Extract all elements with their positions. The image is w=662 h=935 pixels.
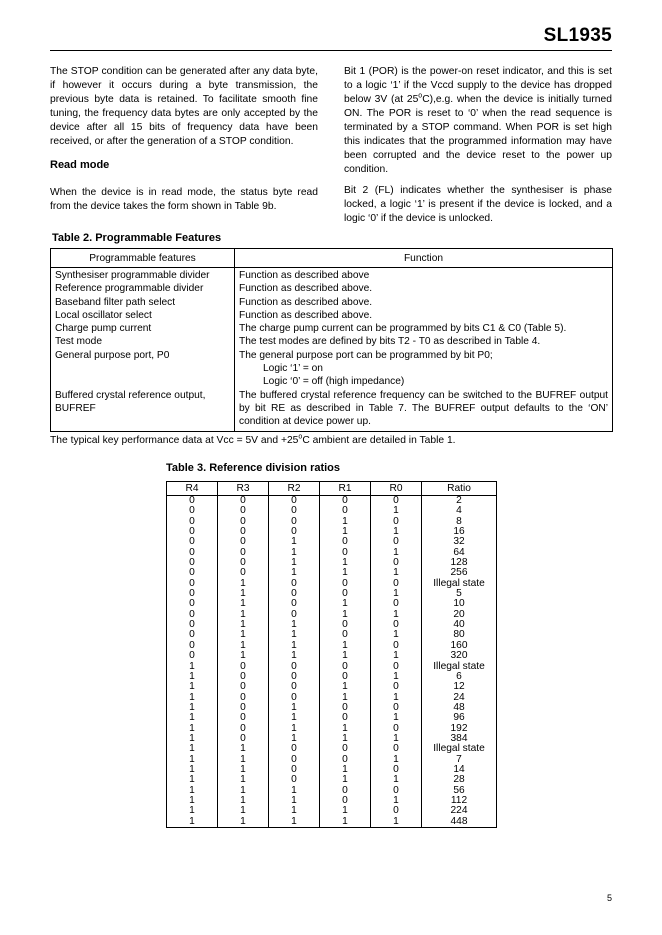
table3-cell-r4: 1 bbox=[189, 670, 195, 682]
table3-cell-r3: 0 bbox=[240, 681, 246, 693]
table3-cell-r1: 1 bbox=[342, 650, 348, 662]
table3-cell-r3: 0 bbox=[240, 712, 246, 724]
table3-cell-r3: 0 bbox=[240, 536, 246, 548]
table3-cell-r1: 0 bbox=[342, 660, 348, 672]
function-item: Logic ‘1’ = on bbox=[263, 363, 323, 375]
table3-cell-r2: 1 bbox=[291, 805, 297, 817]
table3-cell-r3: 1 bbox=[240, 608, 246, 620]
table3-cell-r3: 0 bbox=[240, 732, 246, 744]
table3-cell-r0: 1 bbox=[393, 815, 399, 827]
table3-cell-r1: 1 bbox=[342, 774, 348, 786]
table3-cell-r4: 0 bbox=[189, 639, 195, 651]
table3-cell-r0: 1 bbox=[393, 732, 399, 744]
table3-cell-r1: 0 bbox=[342, 712, 348, 724]
table3-cell-ratio: 10 bbox=[453, 598, 465, 610]
table3-cell-r0: 0 bbox=[393, 763, 399, 775]
table3-cell-r0: 1 bbox=[393, 608, 399, 620]
feature-item: Reference programmable divider bbox=[55, 283, 204, 295]
table3-cell-ratio: 32 bbox=[453, 536, 465, 548]
table3-cell-ratio: 7 bbox=[456, 753, 462, 765]
left-paragraph-read-mode: When the device is in read mode, the status byte read from the device takes the form shown in Table 9b. bbox=[50, 187, 318, 212]
table3-column-r0 bbox=[371, 496, 422, 828]
table3-cell-r3: 0 bbox=[240, 691, 246, 703]
feature-item: General purpose port, P0 bbox=[55, 349, 170, 361]
table2-body-row bbox=[51, 268, 613, 432]
table3-cell-r3: 1 bbox=[240, 577, 246, 589]
degree-superscript: o bbox=[298, 433, 303, 441]
table3-cell-r4: 1 bbox=[189, 774, 195, 786]
table2-functions-cell bbox=[235, 268, 613, 432]
function-item: Logic ‘0’ = off (high impedance) bbox=[263, 376, 405, 388]
table3-cell-r4: 1 bbox=[189, 794, 195, 806]
table3-cell-r2: 0 bbox=[291, 681, 297, 693]
table3-cell-r2: 0 bbox=[291, 753, 297, 765]
table3-cell-ratio: 112 bbox=[450, 794, 468, 806]
table3-cell-r4: 0 bbox=[189, 557, 195, 569]
programmable-features-table bbox=[50, 248, 613, 432]
table3-cell-r2: 1 bbox=[291, 712, 297, 724]
table3-cell-r1: 1 bbox=[342, 722, 348, 734]
table2-header-features: Programmable features bbox=[51, 249, 235, 268]
table3-cell-ratio: 14 bbox=[453, 763, 465, 775]
table3-cell-r2: 1 bbox=[291, 619, 297, 631]
table3-cell-r3: 0 bbox=[240, 670, 246, 682]
function-item: The test modes are defined by bits T2 - T0 as described in Table 4. bbox=[239, 336, 541, 348]
table3-cell-r1: 0 bbox=[342, 701, 348, 713]
feature-item: Synthesiser programmable divider bbox=[55, 270, 210, 281]
table3-caption: Table 3. Reference division ratios bbox=[166, 462, 341, 474]
table3-cell-r4: 0 bbox=[189, 577, 195, 589]
table3-cell-r1: 0 bbox=[342, 670, 348, 682]
table3-cell-r2: 0 bbox=[291, 495, 297, 506]
table3-cell-r0: 0 bbox=[393, 743, 399, 755]
table3-cell-r4: 0 bbox=[189, 598, 195, 610]
left-paragraph-stop-condition: The STOP condition can be generated after any data byte, if however it occurs during a byte transmission, the previous byte data is retained. To facilitate smooth fine tuning, the frequency data bytes are only accepted by the device after all 15 bits of frequency data have been received, or after the generation of a STOP condition. bbox=[50, 66, 318, 147]
table3-cell-r2: 1 bbox=[291, 784, 297, 796]
table3-cell-r3: 0 bbox=[240, 557, 246, 569]
table3-cell-r3: 1 bbox=[240, 639, 246, 651]
por-text-a: Bit 1 (POR) is the power-on reset indicator, and this is set to a logic ‘1’ if the Vccd supply to the device has dropped below 3V (at 25 bbox=[344, 66, 612, 105]
table3-cell-r4: 1 bbox=[189, 815, 195, 827]
table3-cell-r3: 1 bbox=[240, 794, 246, 806]
table3-cell-r4: 0 bbox=[189, 650, 195, 662]
table3-cell-r4: 1 bbox=[189, 701, 195, 713]
function-item: Function as described above. bbox=[239, 283, 373, 295]
reference-division-ratios-table bbox=[166, 481, 497, 828]
table3-column-ratio bbox=[422, 496, 497, 828]
table3-cell-r0: 0 bbox=[393, 598, 399, 610]
table3-cell-r0: 0 bbox=[393, 619, 399, 631]
table3-cell-r3: 0 bbox=[240, 526, 246, 538]
table3-cell-r0: 0 bbox=[393, 701, 399, 713]
table3-cell-r0: 0 bbox=[393, 722, 399, 734]
table3-cell-r1: 0 bbox=[342, 495, 348, 506]
table3-cell-r1: 1 bbox=[342, 608, 348, 620]
table3-cell-r4: 1 bbox=[189, 743, 195, 755]
table3-cell-r3: 1 bbox=[240, 650, 246, 662]
function-item: Function as described above. bbox=[239, 296, 373, 308]
table3-cell-r0: 1 bbox=[393, 753, 399, 765]
table3-cell-r3: 0 bbox=[240, 495, 246, 506]
table3-cell-r0: 1 bbox=[393, 629, 399, 641]
table3-cell-r2: 0 bbox=[291, 660, 297, 672]
table3-cell-r2: 1 bbox=[291, 639, 297, 651]
table3-cell-ratio: 28 bbox=[453, 774, 465, 786]
table3-cell-ratio: Illegal state bbox=[433, 743, 485, 755]
table3-column-r4 bbox=[167, 496, 218, 828]
table3-cell-r3: 0 bbox=[240, 567, 246, 579]
table3-cell-r1: 1 bbox=[342, 557, 348, 569]
degree-superscript: o bbox=[418, 92, 423, 100]
table3-cell-r0: 1 bbox=[393, 712, 399, 724]
table3-cell-r2: 0 bbox=[291, 515, 297, 527]
performance-note-b: C ambient are detailed in Table 1. bbox=[302, 435, 456, 446]
table3-cell-r2: 0 bbox=[291, 526, 297, 538]
table3-cell-r0: 1 bbox=[393, 546, 399, 558]
table3-cell-r0: 1 bbox=[393, 670, 399, 682]
table3-cell-r4: 0 bbox=[189, 608, 195, 620]
table3-cell-r0: 1 bbox=[393, 691, 399, 703]
table3-cell-ratio: 40 bbox=[453, 619, 465, 631]
table3-cell-r0: 0 bbox=[393, 639, 399, 651]
table2-features-cell bbox=[51, 268, 235, 432]
read-mode-heading: Read mode bbox=[50, 159, 110, 171]
table3-cell-r4: 1 bbox=[189, 753, 195, 765]
feature-spacer bbox=[55, 362, 230, 389]
table3-cell-r1: 1 bbox=[342, 763, 348, 775]
table3-cell-r1: 1 bbox=[342, 639, 348, 651]
table3-cell-r1: 1 bbox=[342, 515, 348, 527]
table3-cell-ratio: 20 bbox=[453, 608, 465, 620]
table3-cell-r3: 1 bbox=[240, 588, 246, 600]
table3-cell-r3: 1 bbox=[240, 598, 246, 610]
table3-cell-ratio: 16 bbox=[453, 526, 465, 538]
table3-header-r1: R1 bbox=[320, 482, 371, 496]
table3-cell-r2: 0 bbox=[291, 505, 297, 517]
table3-cell-r2: 0 bbox=[291, 598, 297, 610]
table3-cell-r4: 0 bbox=[189, 526, 195, 538]
table3-cell-r0: 1 bbox=[393, 774, 399, 786]
right-paragraph-fl: Bit 2 (FL) indicates whether the synthesiser is phase locked, a logic ‘1’ is present if the device is locked, and a logic ‘0’ if the device is unlocked. bbox=[344, 185, 612, 224]
performance-note bbox=[50, 435, 456, 446]
table3-cell-ratio: 320 bbox=[450, 650, 468, 662]
table3-cell-ratio: 48 bbox=[453, 701, 465, 713]
table3-column-r1 bbox=[320, 496, 371, 828]
table3-cell-ratio: 8 bbox=[456, 515, 462, 527]
table3-cell-r4: 0 bbox=[189, 505, 195, 517]
table2-caption: Table 2. Programmable Features bbox=[52, 232, 222, 244]
table3-cell-r4: 0 bbox=[189, 536, 195, 548]
table2-header-function: Function bbox=[235, 249, 613, 268]
table3-cell-r1: 1 bbox=[342, 598, 348, 610]
table3-cell-ratio: 384 bbox=[450, 732, 468, 744]
table3-cell-r0: 0 bbox=[393, 495, 399, 506]
table3-cell-r2: 0 bbox=[291, 743, 297, 755]
table3-header-r3: R3 bbox=[218, 482, 269, 496]
table3-cell-r4: 1 bbox=[189, 805, 195, 817]
table3-cell-ratio: 5 bbox=[456, 588, 462, 600]
table3-cell-r2: 0 bbox=[291, 670, 297, 682]
table3-cell-ratio: 128 bbox=[450, 557, 468, 569]
right-paragraph-por bbox=[344, 65, 612, 177]
table3-cell-r1: 0 bbox=[342, 505, 348, 517]
table3-cell-r2: 0 bbox=[291, 608, 297, 620]
table3-cell-r0: 0 bbox=[393, 784, 399, 796]
table3-cell-r1: 0 bbox=[342, 588, 348, 600]
function-item: Function as described above bbox=[239, 270, 370, 281]
table3-cell-r1: 0 bbox=[342, 794, 348, 806]
table3-cell-r2: 1 bbox=[291, 650, 297, 662]
table3-cell-r3: 1 bbox=[240, 629, 246, 641]
table3-cell-r4: 0 bbox=[189, 619, 195, 631]
table3-cell-r2: 0 bbox=[291, 763, 297, 775]
table3-header-r2: R2 bbox=[269, 482, 320, 496]
table3-cell-r2: 1 bbox=[291, 815, 297, 827]
table3-cell-r1: 0 bbox=[342, 536, 348, 548]
table3-cell-r3: 1 bbox=[240, 619, 246, 631]
table3-cell-r0: 0 bbox=[393, 577, 399, 589]
table3-cell-r0: 1 bbox=[393, 526, 399, 538]
table3-cell-r0: 0 bbox=[393, 557, 399, 569]
table3-cell-r4: 0 bbox=[189, 629, 195, 641]
performance-note-a: The typical key performance data at Vcc = 5V and +25 bbox=[50, 435, 299, 446]
table3-cell-r1: 1 bbox=[342, 526, 348, 538]
table3-column-r3 bbox=[218, 496, 269, 828]
table3-cell-r0: 0 bbox=[393, 515, 399, 527]
table3-header-row bbox=[167, 482, 497, 496]
table3-header-r0: R0 bbox=[371, 482, 422, 496]
table3-cell-r2: 0 bbox=[291, 588, 297, 600]
table3-cell-r4: 1 bbox=[189, 722, 195, 734]
table3-cell-r3: 1 bbox=[240, 774, 246, 786]
table3-cell-r4: 1 bbox=[189, 784, 195, 796]
table3-cell-r3: 0 bbox=[240, 505, 246, 517]
table3-cell-r1: 0 bbox=[342, 629, 348, 641]
table3-cell-r1: 0 bbox=[342, 753, 348, 765]
table3-cell-r4: 1 bbox=[189, 732, 195, 744]
feature-item: Buffered crystal reference output, BUFREF bbox=[55, 389, 206, 414]
table3-cell-ratio: 6 bbox=[456, 670, 462, 682]
table3-cell-r2: 1 bbox=[291, 567, 297, 579]
table3-body-row bbox=[167, 496, 497, 828]
feature-item: Local oscillator select bbox=[55, 309, 152, 321]
table3-cell-ratio: 80 bbox=[453, 629, 465, 641]
table3-cell-ratio: 24 bbox=[453, 691, 465, 703]
table2-header-row bbox=[51, 249, 613, 268]
table3-cell-ratio: Illegal state bbox=[433, 577, 485, 589]
table3-cell-r0: 1 bbox=[393, 588, 399, 600]
table3-cell-r4: 1 bbox=[189, 763, 195, 775]
table3-cell-ratio: Illegal state bbox=[433, 660, 485, 672]
table3-cell-r4: 0 bbox=[189, 567, 195, 579]
table3-cell-r4: 0 bbox=[189, 495, 195, 506]
table3-cell-ratio: 256 bbox=[450, 567, 468, 579]
table3-cell-r0: 1 bbox=[393, 650, 399, 662]
table3-cell-r0: 1 bbox=[393, 567, 399, 579]
table3-cell-r0: 0 bbox=[393, 660, 399, 672]
table3-cell-r3: 0 bbox=[240, 701, 246, 713]
table3-cell-r4: 0 bbox=[189, 546, 195, 558]
table3-cell-r1: 1 bbox=[342, 815, 348, 827]
table3-cell-r2: 1 bbox=[291, 701, 297, 713]
table3-cell-r3: 0 bbox=[240, 722, 246, 734]
table3-cell-r3: 0 bbox=[240, 546, 246, 558]
page-number: 5 bbox=[606, 893, 612, 903]
table3-cell-r0: 0 bbox=[393, 681, 399, 693]
table3-cell-r1: 1 bbox=[342, 681, 348, 693]
table3-cell-ratio: 56 bbox=[453, 784, 465, 796]
function-item: The buffered crystal reference frequency can be switched to the BUFREF output by bit RE as described in Table 7. The BUFREF output defaults to the ‘ON’ condition at device power up. bbox=[239, 389, 608, 428]
table3-cell-r2: 0 bbox=[291, 577, 297, 589]
table3-cell-ratio: 224 bbox=[450, 805, 468, 817]
document-title: SL1935 bbox=[543, 25, 612, 46]
table3-cell-r2: 1 bbox=[291, 629, 297, 641]
table3-cell-ratio: 4 bbox=[456, 505, 462, 517]
table3-column-r2 bbox=[269, 496, 320, 828]
header-divider bbox=[50, 50, 612, 51]
table3-cell-r1: 1 bbox=[342, 691, 348, 703]
table3-cell-ratio: 2 bbox=[456, 495, 462, 506]
function-item: The general purpose port can be programmed by bit P0; bbox=[239, 349, 493, 361]
table3-cell-r1: 0 bbox=[342, 577, 348, 589]
table3-cell-r2: 0 bbox=[291, 691, 297, 703]
table3-header-r4: R4 bbox=[167, 482, 218, 496]
table3-cell-r2: 1 bbox=[291, 722, 297, 734]
table3-header-ratio: Ratio bbox=[422, 482, 497, 496]
table3-cell-r2: 1 bbox=[291, 732, 297, 744]
table3-cell-ratio: 192 bbox=[450, 722, 468, 734]
table3-cell-r0: 0 bbox=[393, 536, 399, 548]
table3-cell-ratio: 448 bbox=[450, 815, 468, 827]
table3-cell-ratio: 12 bbox=[453, 681, 465, 693]
table3-cell-r0: 1 bbox=[393, 794, 399, 806]
table3-cell-ratio: 64 bbox=[453, 546, 465, 558]
feature-item: Charge pump current bbox=[55, 323, 152, 335]
table3-cell-r1: 0 bbox=[342, 784, 348, 796]
table3-cell-r3: 0 bbox=[240, 660, 246, 672]
table3-cell-r3: 1 bbox=[240, 743, 246, 755]
por-text-b: C),e.g. when the device is initially turned ON. The POR is reset to ‘0’ when the read sequence is terminated by a STOP command. When POR is set high this indicates that the programmed information may have been corrupted and the device reset to the power up condition. bbox=[344, 94, 612, 175]
table3-cell-r2: 1 bbox=[291, 557, 297, 569]
table3-cell-r2: 0 bbox=[291, 774, 297, 786]
table3-cell-r2: 1 bbox=[291, 794, 297, 806]
table3-cell-r0: 0 bbox=[393, 805, 399, 817]
table3-cell-r1: 1 bbox=[342, 567, 348, 579]
table3-cell-r4: 1 bbox=[189, 660, 195, 672]
table3-cell-r3: 1 bbox=[240, 815, 246, 827]
table3-cell-r3: 1 bbox=[240, 784, 246, 796]
function-item: Function as described above. bbox=[239, 309, 373, 321]
feature-item: Baseband filter path select bbox=[55, 296, 176, 308]
table3-cell-r4: 0 bbox=[189, 515, 195, 527]
table3-cell-r1: 0 bbox=[342, 546, 348, 558]
table3-cell-r4: 1 bbox=[189, 681, 195, 693]
table3-cell-r1: 0 bbox=[342, 743, 348, 755]
table3-cell-r3: 1 bbox=[240, 753, 246, 765]
table3-cell-r3: 0 bbox=[240, 515, 246, 527]
table3-cell-r3: 1 bbox=[240, 805, 246, 817]
table3-cell-r4: 1 bbox=[189, 712, 195, 724]
table3-cell-r4: 1 bbox=[189, 691, 195, 703]
table3-cell-r3: 1 bbox=[240, 763, 246, 775]
feature-item: Test mode bbox=[55, 336, 102, 348]
table3-cell-r2: 1 bbox=[291, 546, 297, 558]
table3-cell-r1: 0 bbox=[342, 619, 348, 631]
table3-cell-r1: 1 bbox=[342, 805, 348, 817]
table3-cell-r0: 1 bbox=[393, 505, 399, 517]
table3-cell-ratio: 160 bbox=[450, 639, 468, 651]
table3-cell-r1: 1 bbox=[342, 732, 348, 744]
table3-cell-ratio: 96 bbox=[453, 712, 465, 724]
function-item: The charge pump current can be programmed by bits C1 & C0 (Table 5). bbox=[239, 323, 567, 335]
table3-cell-r4: 0 bbox=[189, 588, 195, 600]
table3-cell-r2: 1 bbox=[291, 536, 297, 548]
